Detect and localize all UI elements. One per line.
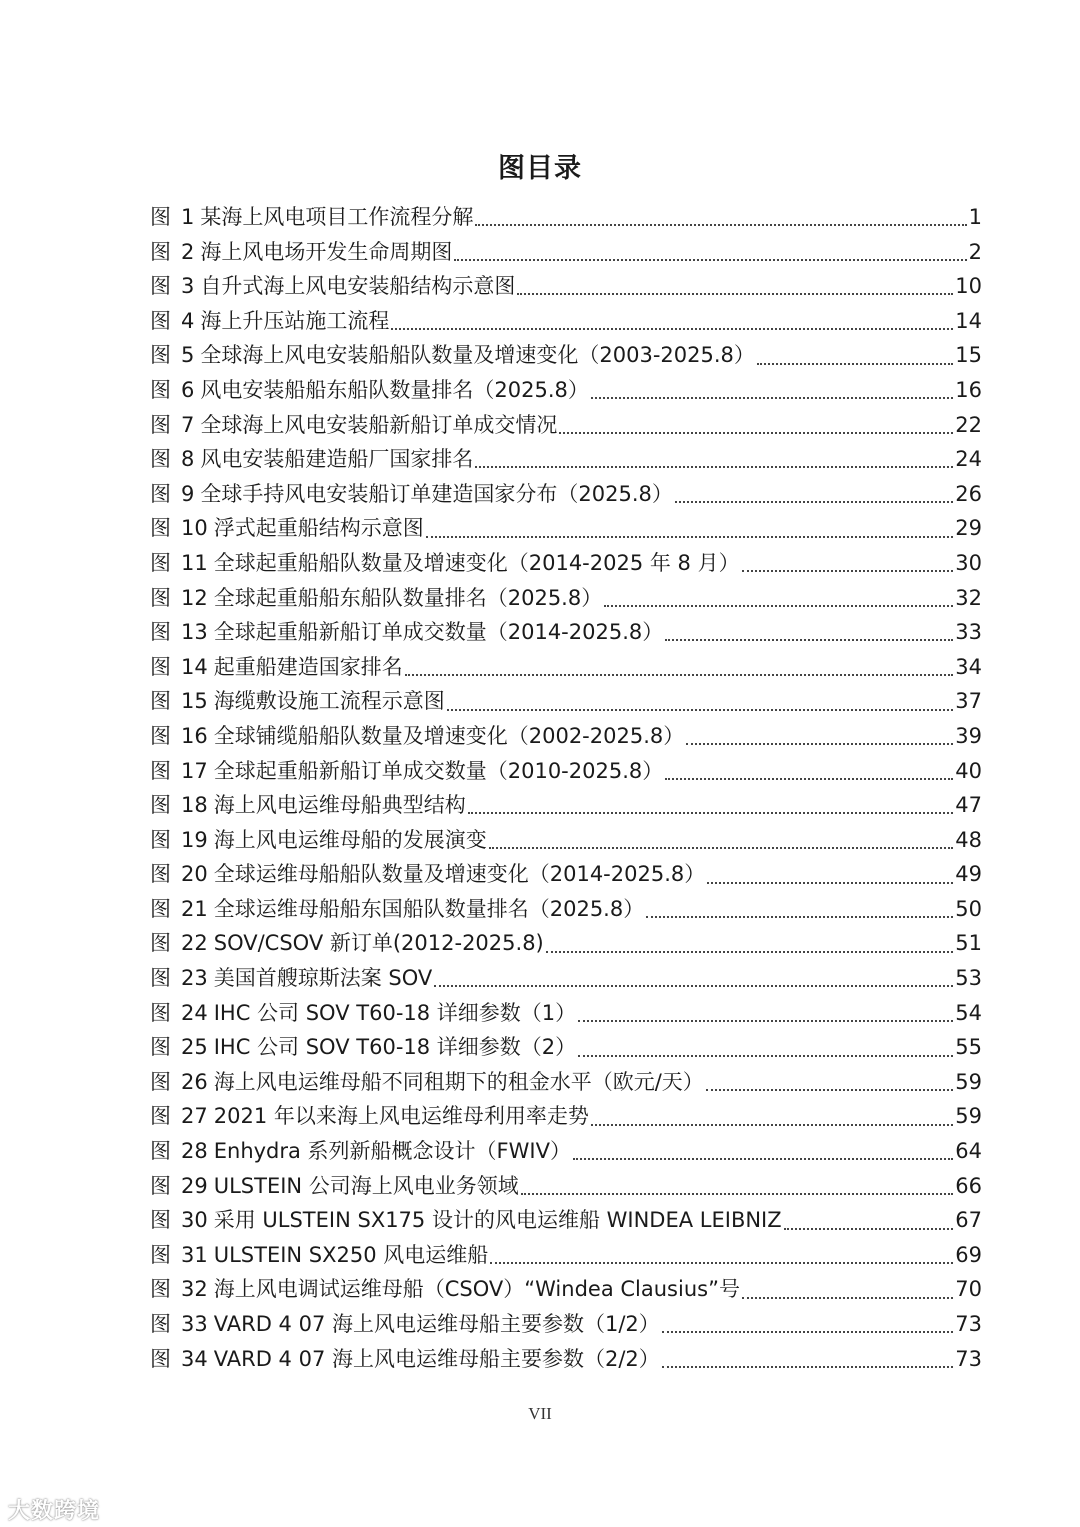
toc-entry-title: Enhydra 系列新船概念设计（FWIV） <box>213 1139 571 1164</box>
toc-entry-page: 2 <box>968 239 982 264</box>
toc-entry-prefix: 图 <box>150 1312 171 1336</box>
toc-entry-prefix: 图 <box>150 793 171 818</box>
toc-entry-title: 全球海上风电安装船船队数量及增速变化（2003-2025.8） <box>200 343 755 368</box>
toc-entry-number: 4 <box>181 308 195 333</box>
dot-leader <box>573 1158 953 1160</box>
dot-leader <box>784 1228 954 1230</box>
toc-entry-prefix: 图 <box>150 343 171 368</box>
toc-entry[interactable] <box>150 1238 982 1273</box>
toc-entry-title: 海缆敷设施工流程示意图 <box>213 689 445 714</box>
toc-entry-page: 53 <box>955 966 982 991</box>
toc-entry-prefix: 图 <box>150 966 171 991</box>
toc-entry-page: 22 <box>955 412 982 437</box>
toc-entry-title: 全球起重船船东船队数量排名（2025.8） <box>213 585 603 610</box>
toc-entry-number: 22 <box>181 931 208 956</box>
toc-entry-page: 14 <box>955 308 982 333</box>
toc-entry-prefix: 图 <box>150 205 171 229</box>
toc-entry[interactable] <box>150 1065 982 1100</box>
toc-entry-title: 全球手持风电安装船订单建造国家分布（2025.8） <box>200 481 673 506</box>
toc-entry-page: 73 <box>955 1312 982 1336</box>
dot-leader <box>675 501 953 503</box>
toc-entry-prefix: 图 <box>150 1139 171 1164</box>
toc-entry-prefix: 图 <box>150 1208 171 1233</box>
dot-leader <box>742 570 954 572</box>
toc-entry-page: 59 <box>955 1069 982 1094</box>
page-number: VII <box>528 1404 552 1423</box>
toc-entry-prefix: 图 <box>150 827 171 852</box>
toc-entry-number: 19 <box>181 827 208 852</box>
toc-entry-page: 67 <box>955 1208 982 1233</box>
toc-entry-prefix: 图 <box>150 1346 171 1371</box>
toc-entry-page: 10 <box>955 274 982 299</box>
toc-entry-prefix: 图 <box>150 689 171 714</box>
dot-leader <box>454 259 966 261</box>
dot-leader <box>591 397 953 399</box>
toc-entry-title: 起重船建造国家排名 <box>213 654 403 679</box>
dot-leader <box>475 466 953 468</box>
toc-entry-page: 64 <box>955 1139 982 1164</box>
toc-entry[interactable] <box>150 1169 982 1204</box>
toc-entry-prefix: 图 <box>150 931 171 956</box>
toc-entry-page: 47 <box>955 793 982 818</box>
toc-entry-page: 69 <box>955 1242 982 1267</box>
toc-entry-page: 39 <box>955 723 982 748</box>
dot-leader <box>757 363 953 365</box>
toc-entry-number: 17 <box>181 758 208 783</box>
toc-entry[interactable] <box>150 857 982 892</box>
toc-entry-number: 27 <box>181 1104 208 1129</box>
toc-entry-title: 海上风电运维母船的发展演变 <box>213 827 487 852</box>
toc-entry-title: 海上风电运维母船典型结构 <box>213 793 466 818</box>
toc-entry-title: IHC 公司 SOV T60-18 详细参数（2） <box>213 1035 577 1060</box>
toc-entry-prefix: 图 <box>150 447 171 472</box>
dot-leader <box>578 1020 953 1022</box>
toc-entry[interactable] <box>150 926 982 961</box>
toc-entry-prefix: 图 <box>150 1242 171 1267</box>
dot-leader <box>405 674 954 676</box>
toc-entry[interactable] <box>150 684 982 719</box>
toc-entry[interactable] <box>150 1203 982 1238</box>
toc-entry-title: ULSTEIN 公司海上风电业务领域 <box>213 1173 519 1198</box>
toc-entry-title: 采用 ULSTEIN SX175 设计的风电运维船 WINDEA LEIBNIZ <box>213 1208 782 1233</box>
dot-leader <box>521 1193 953 1195</box>
toc-entry-number: 14 <box>181 654 208 679</box>
toc-entry-number: 15 <box>181 689 208 714</box>
toc-entry[interactable] <box>150 304 982 339</box>
toc-entry[interactable] <box>150 581 982 616</box>
toc-entry-number: 30 <box>181 1208 208 1233</box>
toc-entry-title: 2021 年以来海上风电运维母利用率走势 <box>213 1104 589 1129</box>
dot-leader <box>686 743 953 745</box>
toc-entry-title: VARD 4 07 海上风电运维母船主要参数（1/2） <box>213 1312 660 1336</box>
toc-entry[interactable] <box>150 1272 982 1307</box>
dot-leader <box>490 1262 953 1264</box>
dot-leader <box>646 916 953 918</box>
toc-entry-number: 10 <box>181 516 208 541</box>
toc-entry-title: 海上风电场开发生命周期图 <box>200 239 453 264</box>
dot-leader <box>591 1124 953 1126</box>
toc-entry-title: 全球铺缆船船队数量及增速变化（2002-2025.8） <box>213 723 685 748</box>
toc-entry-number: 5 <box>181 343 195 368</box>
toc-entry[interactable] <box>150 615 982 650</box>
toc-entry-number: 28 <box>181 1139 208 1164</box>
toc-entry-page: 33 <box>955 620 982 645</box>
dot-leader <box>434 985 953 987</box>
toc-entry-title: 风电安装船建造船厂国家排名 <box>200 447 474 472</box>
toc-entry-page: 1 <box>968 205 982 229</box>
toc-entry-prefix: 图 <box>150 654 171 679</box>
toc-entry[interactable] <box>150 996 982 1031</box>
toc-entry-page: 15 <box>955 343 982 368</box>
toc-entry-title: 美国首艘琼斯法案 SOV <box>213 966 433 991</box>
toc-entry-title: 风电安装船船东船队数量排名（2025.8） <box>200 377 589 402</box>
toc-entry-prefix: 图 <box>150 862 171 887</box>
dot-leader <box>559 432 953 434</box>
toc-entry-number: 11 <box>181 550 208 575</box>
toc-entry-prefix: 图 <box>150 377 171 402</box>
toc-entry-page: 34 <box>955 654 982 679</box>
toc-entry-number: 25 <box>181 1035 208 1060</box>
toc-entry-page: 37 <box>955 689 982 714</box>
toc-entry-prefix: 图 <box>150 1035 171 1060</box>
dot-leader <box>665 778 953 780</box>
toc-entry-page: 30 <box>955 550 982 575</box>
toc-entry-title: ULSTEIN SX250 风电运维船 <box>213 1242 489 1267</box>
toc-entry-number: 3 <box>181 274 195 299</box>
dot-leader <box>662 1366 953 1368</box>
toc-entry-number: 26 <box>181 1069 208 1094</box>
toc-entry-title: IHC 公司 SOV T60-18 详细参数（1） <box>213 1000 577 1025</box>
toc-entry[interactable] <box>150 511 982 546</box>
toc-entry-prefix: 图 <box>150 1173 171 1198</box>
page-title: 图目录 <box>498 153 582 184</box>
toc-entry-page: 59 <box>955 1104 982 1129</box>
dot-leader <box>662 1331 953 1333</box>
toc-entry[interactable] <box>150 650 982 685</box>
toc-entry-title: 全球运维母船船东国船队数量排名（2025.8） <box>213 896 645 921</box>
toc-entry-number: 16 <box>181 723 208 748</box>
toc-entry-number: 20 <box>181 862 208 887</box>
toc-entry[interactable] <box>150 1342 982 1377</box>
toc-entry-title: 全球运维母船船队数量及增速变化（2014-2025.8） <box>213 862 706 887</box>
dot-leader <box>475 224 966 226</box>
dot-leader <box>447 709 954 711</box>
toc-entry-page: 54 <box>955 1000 982 1025</box>
toc-entry[interactable] <box>150 408 982 443</box>
toc-entry-title: 全球海上风电安装船新船订单成交情况 <box>200 412 558 437</box>
toc-entry-page: 49 <box>955 862 982 887</box>
toc-entry-number: 31 <box>181 1242 208 1267</box>
toc-entry-prefix: 图 <box>150 1000 171 1025</box>
toc-entry[interactable] <box>150 788 982 823</box>
toc-entry-title: 浮式起重船结构示意图 <box>213 516 424 541</box>
dot-leader <box>578 1055 953 1057</box>
dot-leader <box>665 639 953 641</box>
toc-entry-number: 13 <box>181 620 208 645</box>
toc-entry-page: 55 <box>955 1035 982 1060</box>
watermark-logo: 大数跨境 <box>8 1499 101 1524</box>
toc-entry[interactable] <box>150 1134 982 1169</box>
toc-entry-prefix: 图 <box>150 239 171 264</box>
toc-entry-page: 32 <box>955 585 982 610</box>
toc-entry-prefix: 图 <box>150 1069 171 1094</box>
toc-entry-number: 34 <box>181 1346 208 1371</box>
toc-entry-number: 8 <box>181 447 195 472</box>
toc-entry-page: 24 <box>955 447 982 472</box>
toc-entry-number: 1 <box>181 205 195 229</box>
toc-entry[interactable] <box>150 269 982 304</box>
toc-entry-page: 16 <box>955 377 982 402</box>
toc-entry-prefix: 图 <box>150 896 171 921</box>
toc-entry[interactable] <box>150 754 982 789</box>
toc-entry-number: 9 <box>181 481 195 506</box>
toc-entry-page: 66 <box>955 1173 982 1198</box>
toc-entry-number: 12 <box>181 585 208 610</box>
toc-entry-title: SOV/CSOV 新订单(2012-2025.8) <box>213 931 544 956</box>
toc-entry[interactable] <box>150 961 982 996</box>
toc-entry-title: 海上风电运维母船不同租期下的租金水平（欧元/天） <box>213 1069 704 1094</box>
toc-entry-prefix: 图 <box>150 274 171 299</box>
toc-entry-prefix: 图 <box>150 1104 171 1129</box>
toc-entry-prefix: 图 <box>150 308 171 333</box>
toc-entry-page: 26 <box>955 481 982 506</box>
toc-entry-prefix: 图 <box>150 585 171 610</box>
toc-entry[interactable] <box>150 373 982 408</box>
toc-entry-page: 50 <box>955 896 982 921</box>
toc-entry-page: 29 <box>955 516 982 541</box>
toc-entry-number: 24 <box>181 1000 208 1025</box>
dot-leader <box>706 1089 953 1091</box>
toc-entry[interactable] <box>150 338 982 373</box>
toc-entry-page: 51 <box>955 931 982 956</box>
dot-leader <box>391 328 953 330</box>
toc-entry[interactable] <box>150 477 982 512</box>
toc-entry-prefix: 图 <box>150 516 171 541</box>
toc-entry-number: 21 <box>181 896 208 921</box>
toc-entry[interactable] <box>150 442 982 477</box>
toc-entry-title: 自升式海上风电安装船结构示意图 <box>200 274 516 299</box>
figure-toc-list <box>150 200 982 1376</box>
toc-entry-page: 48 <box>955 827 982 852</box>
dot-leader <box>517 293 953 295</box>
toc-entry-title: 全球起重船新船订单成交数量（2010-2025.8） <box>213 758 664 783</box>
toc-entry-number: 6 <box>181 377 195 402</box>
toc-entry-title: 全球起重船船队数量及增速变化（2014-2025 年 8 月） <box>213 550 740 575</box>
toc-entry-number: 18 <box>181 793 208 818</box>
dot-leader <box>468 812 954 814</box>
toc-entry-prefix: 图 <box>150 1277 171 1302</box>
dot-leader <box>489 847 954 849</box>
toc-entry-prefix: 图 <box>150 758 171 783</box>
toc-entry[interactable] <box>150 1030 982 1065</box>
toc-entry-page: 40 <box>955 758 982 783</box>
toc-entry-number: 29 <box>181 1173 208 1198</box>
toc-entry-prefix: 图 <box>150 620 171 645</box>
toc-entry[interactable] <box>150 1307 982 1342</box>
toc-entry-prefix: 图 <box>150 481 171 506</box>
toc-entry-prefix: 图 <box>150 723 171 748</box>
toc-entry[interactable] <box>150 546 982 581</box>
toc-entry[interactable] <box>150 719 982 754</box>
toc-entry[interactable] <box>150 200 982 235</box>
toc-entry[interactable] <box>150 892 982 927</box>
dot-leader <box>546 951 954 953</box>
toc-entry-prefix: 图 <box>150 412 171 437</box>
toc-entry-number: 23 <box>181 966 208 991</box>
toc-entry-title: 全球起重船新船订单成交数量（2014-2025.8） <box>213 620 664 645</box>
toc-entry[interactable] <box>150 823 982 858</box>
toc-entry-number: 32 <box>181 1277 208 1302</box>
toc-entry-number: 33 <box>181 1312 208 1336</box>
toc-entry-prefix: 图 <box>150 550 171 575</box>
dot-leader <box>604 605 953 607</box>
dot-leader <box>426 536 954 538</box>
toc-entry-title: 某海上风电项目工作流程分解 <box>200 205 474 229</box>
dot-leader <box>742 1297 953 1299</box>
toc-entry-number: 7 <box>181 412 195 437</box>
toc-entry[interactable] <box>150 235 982 270</box>
toc-entry-title: 海上风电调试运维母船（CSOV）“Windea Clausius”号 <box>213 1277 740 1302</box>
toc-entry[interactable] <box>150 1099 982 1134</box>
toc-entry-number: 2 <box>181 239 195 264</box>
dot-leader <box>707 882 953 884</box>
toc-entry-page: 70 <box>955 1277 982 1302</box>
toc-entry-title: 海上升压站施工流程 <box>200 308 390 333</box>
toc-entry-page: 73 <box>955 1346 982 1371</box>
toc-entry-title: VARD 4 07 海上风电运维母船主要参数（2/2） <box>213 1346 660 1371</box>
